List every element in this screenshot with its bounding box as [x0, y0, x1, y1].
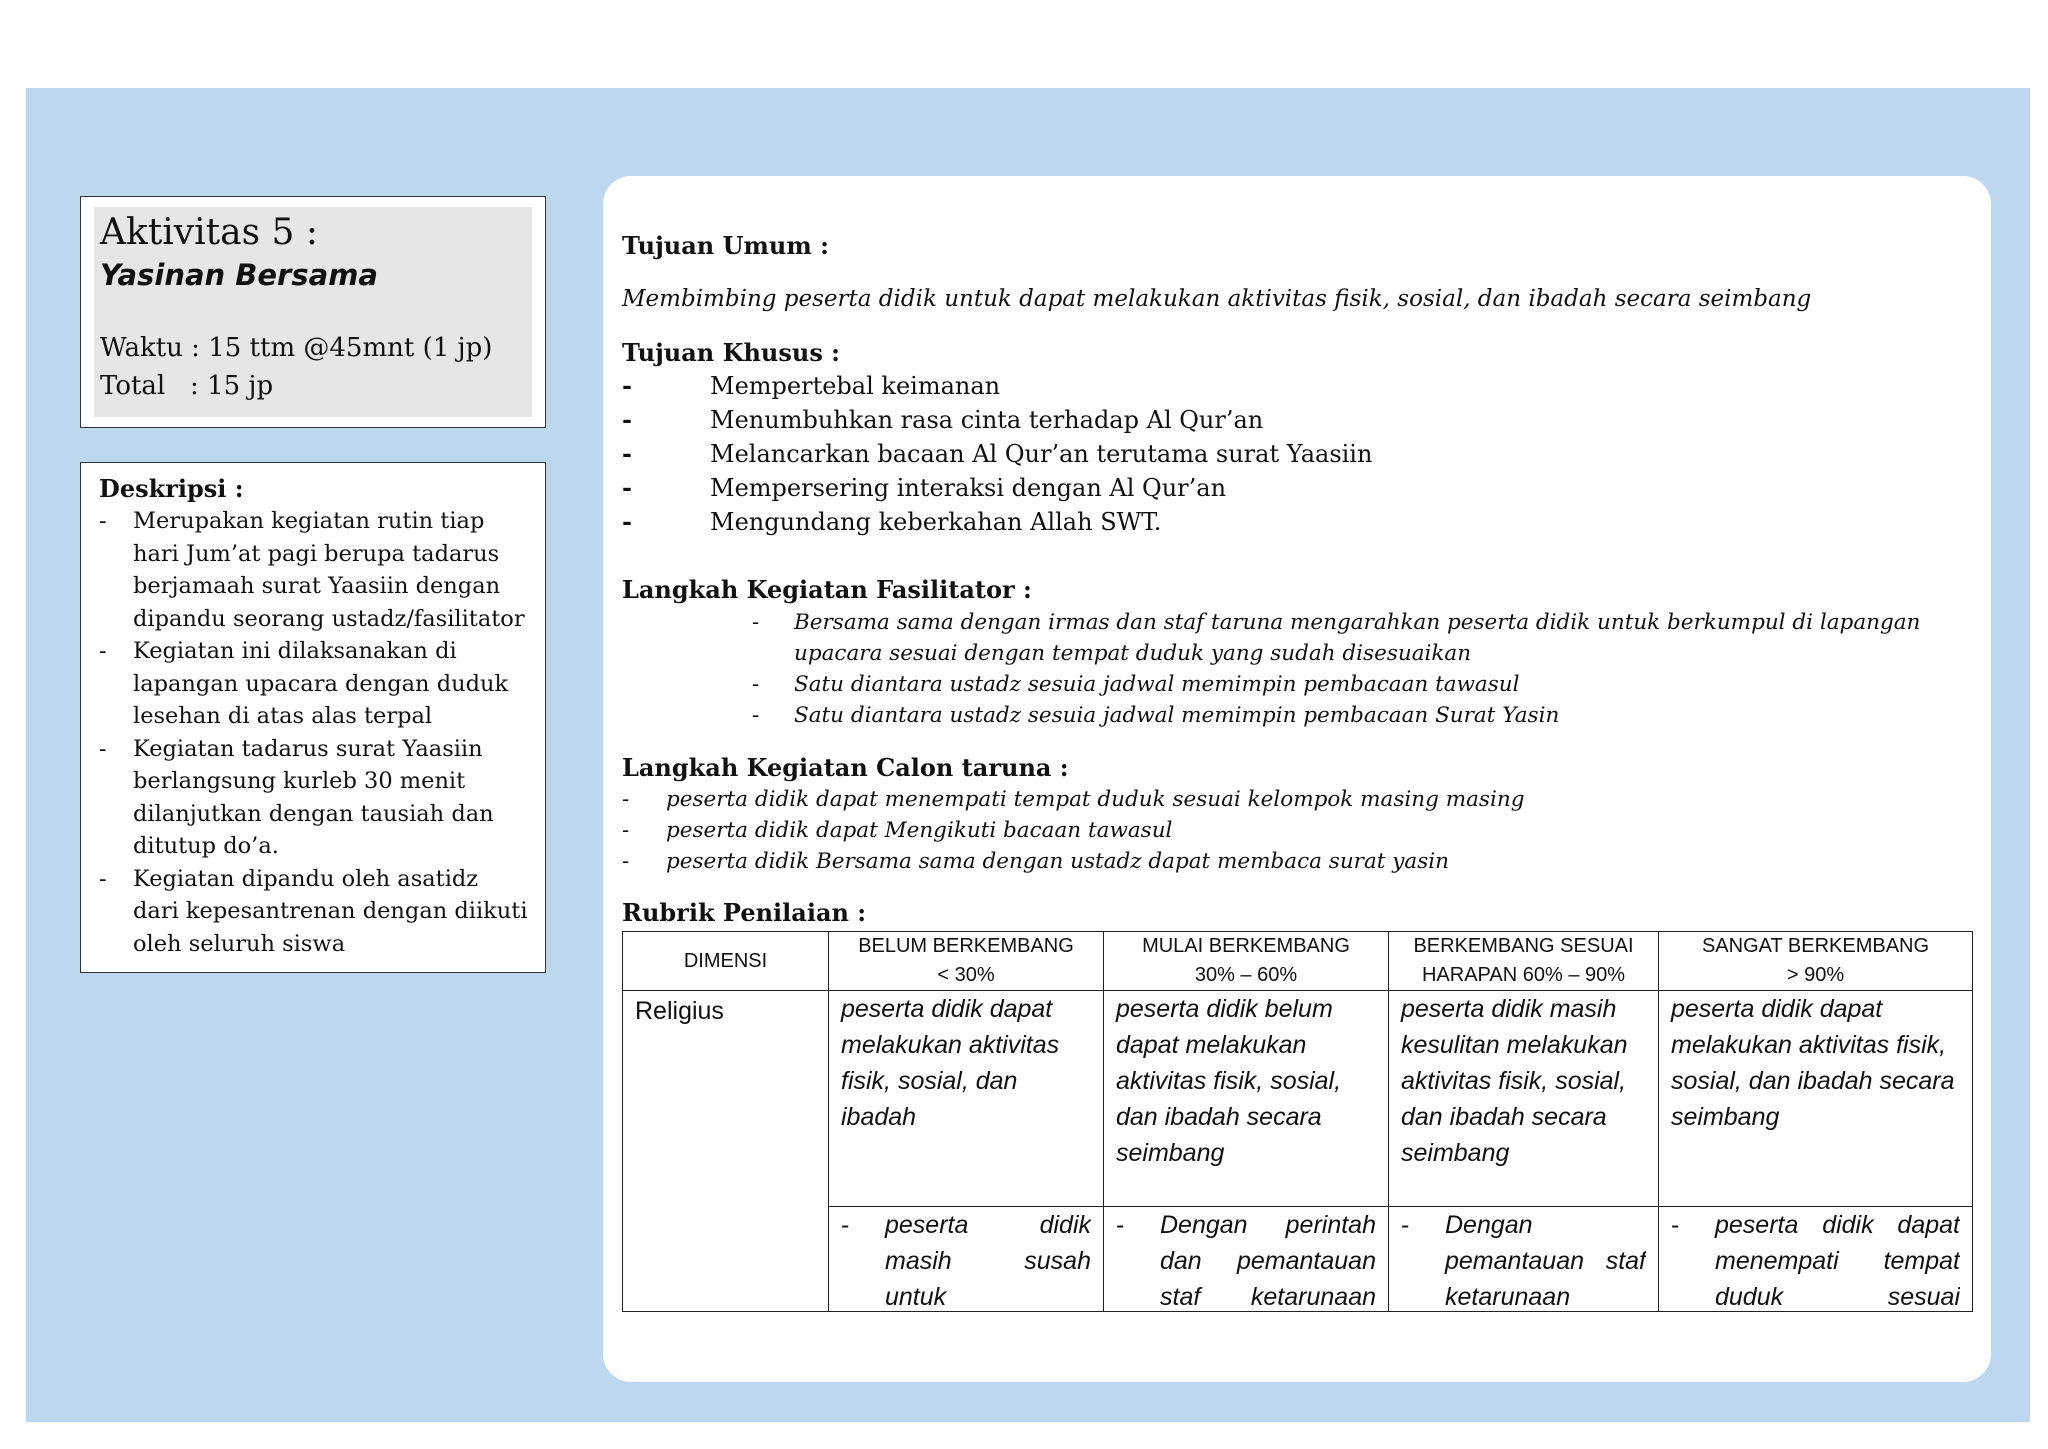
header-belum: BELUM BERKEMBANG < 30% — [829, 932, 1104, 991]
tujuan-khusus-item: - Mempertebal keimanan — [622, 371, 1001, 400]
header-dimensi: DIMENSI — [623, 932, 829, 991]
tujuan-khusus-item: - Melancarkan bacaan Al Qur’an terutama surat Yaasiin — [622, 439, 1373, 468]
table-cell: peserta didik masih kesulitan melakukan aktivitas fisik, sosial, dan ibadah secara seimbang — [1389, 991, 1659, 1207]
table-cell: - Dengan perintah dan pemantauan staf ketarunaan — [1104, 1207, 1389, 1312]
tujuan-umum-title: Tujuan Umum : — [622, 231, 829, 260]
activity-subtitle: Yasinan Bersama — [100, 258, 378, 292]
table-cell: peserta didik dapat melakukan aktivitas fisik, sosial, dan ibadah secara seimbang — [1659, 991, 1973, 1207]
header-mulai: MULAI BERKEMBANG 30% – 60% — [1104, 932, 1389, 991]
description-box — [80, 462, 546, 973]
fasilitator-item: - Satu diantara ustadz sesuia jadwal memimpin pembacaan tawasul — [752, 672, 1520, 697]
tujuan-khusus-item: - Menumbuhkan rasa cinta terhadap Al Qur’an — [622, 405, 1264, 434]
activity-title: Aktivitas 5 : — [100, 212, 318, 253]
table-row — [623, 991, 1973, 1207]
table-cell: peserta didik belum dapat melakukan aktivitas fisik, sosial, dan ibadah secara seimbang — [1104, 991, 1389, 1207]
description-item: - Kegiatan tadarus surat Yaasiin berlangsung kurleb 30 menit dilanjutkan dengan tausiah dan ditutup do’a. — [99, 735, 494, 859]
activity-total: Total : 15 jp — [100, 371, 274, 401]
activity-panel — [94, 207, 532, 417]
calon-taruna-title: Langkah Kegiatan Calon taruna : — [622, 753, 1069, 782]
fasilitator-item: - Satu diantara ustadz sesuia jadwal memimpin pembacaan Surat Yasin — [752, 703, 1560, 728]
rubric-table — [622, 931, 1973, 1312]
header-sangat: SANGAT BERKEMBANG > 90% — [1659, 932, 1973, 991]
table-cell: - Dengan pemantauan staf ketarunaan — [1389, 1207, 1659, 1312]
tujuan-umum-text: Membimbing peserta didik untuk dapat melakukan aktivitas fisik, sosial, dan ibadah secara seimbang — [622, 286, 1812, 312]
description-item: - Kegiatan ini dilaksanakan di lapangan upacara dengan duduk lesehan di atas alas terpal — [99, 638, 509, 729]
fasilitator-title: Langkah Kegiatan Fasilitator : — [622, 575, 1032, 604]
description-item: - Kegiatan dipandu oleh asatidz dari kepesantrenan dengan diikuti oleh seluruh siswa — [99, 865, 528, 957]
calon-taruna-item: - peserta didik dapat menempati tempat duduk sesuai kelompok masing masing — [622, 787, 1525, 812]
header-sesuai: BERKEMBANG SESUAI HARAPAN 60% – 90% — [1389, 932, 1659, 991]
description-title: Deskripsi : — [99, 474, 244, 503]
tujuan-khusus-item: - Mempersering interaksi dengan Al Qur’an — [622, 473, 1227, 502]
activity-box — [80, 196, 546, 428]
fasilitator-item: - Bersama sama dengan irmas dan staf taruna mengarahkan peserta didik untuk berkumpul di lapangan upacara sesuai dengan tempat duduk yang sudah disesuaikan — [752, 610, 1921, 666]
tujuan-khusus-title: Tujuan Khusus : — [622, 338, 841, 367]
activity-waktu: Waktu : 15 ttm @45mnt (1 jp) — [100, 333, 493, 363]
tujuan-khusus-item: - Mengundang keberkahan Allah SWT. — [622, 507, 1162, 536]
table-cell: - peserta didik masih susah untuk — [829, 1207, 1104, 1312]
calon-taruna-item: - peserta didik dapat Mengikuti bacaan tawasul — [622, 818, 1173, 843]
table-cell: peserta didik dapat melakukan aktivitas fisik, sosial, dan ibadah — [829, 991, 1104, 1207]
dimension-cell: Religius — [623, 991, 829, 1312]
rubric-header-row — [623, 932, 1973, 991]
calon-taruna-item: - peserta didik Bersama sama dengan ustadz dapat membaca surat yasin — [622, 849, 1449, 874]
rubrik-title: Rubrik Penilaian : — [622, 898, 867, 927]
table-cell: - peserta didik dapat menempati tempat duduk sesuai — [1659, 1207, 1973, 1312]
description-item: - Merupakan kegiatan rutin tiap hari Jum’at pagi berupa tadarus berjamaah surat Yaasiin dengan dipandu seorang ustadz/fasilitator — [99, 508, 525, 632]
